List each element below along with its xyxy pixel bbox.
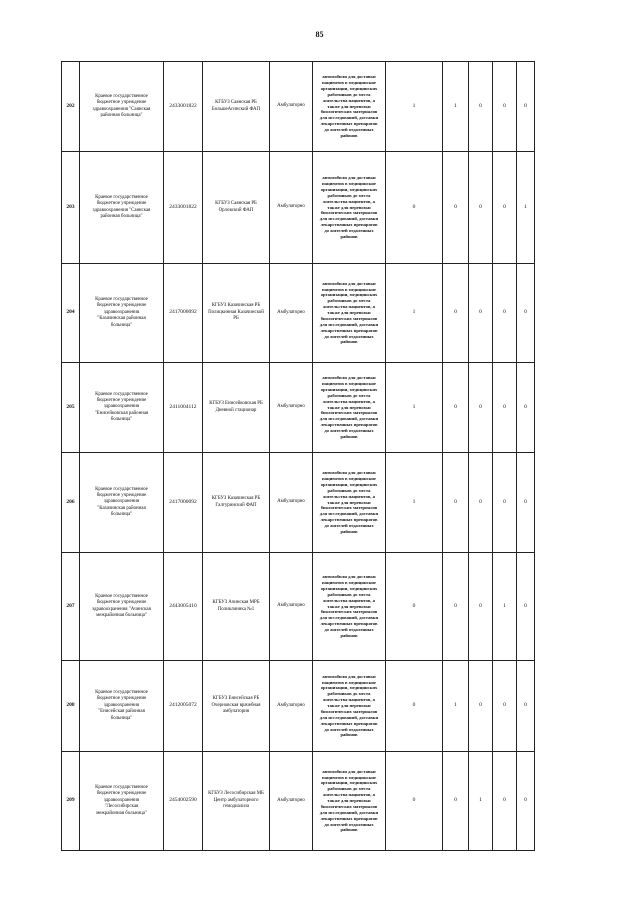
organization-inn-text: 2417000092 xyxy=(169,309,197,316)
care-type xyxy=(270,752,313,851)
care-type-text: Амбулаторно xyxy=(277,702,305,708)
count-col-2-text: 0 xyxy=(454,203,457,210)
row-number xyxy=(62,62,80,152)
row-number xyxy=(62,661,80,752)
count-col-1 xyxy=(386,363,443,453)
count-col-5 xyxy=(517,453,535,553)
vehicle-purpose xyxy=(313,453,386,553)
care-type-text: Амбулаторно xyxy=(277,103,305,109)
row-number xyxy=(62,453,80,553)
count-col-3-text: 0 xyxy=(479,102,482,109)
count-col-3-text: 0 xyxy=(479,203,482,210)
organization-name-text: Краевое государственное бюджетное учреждение здравоохранения "Ачинская межрайонная больница" xyxy=(92,593,151,618)
vehicle-purpose-text: автомобили для доставки пациентов в медицинские организации, медицинских работников до места жительства пациентов, а также для перевозки биологических материалов для исследований, доставки лекарственных препаратов до жителей отдаленных районов xyxy=(319,74,379,138)
table-row xyxy=(62,62,535,152)
count-col-3 xyxy=(469,661,493,752)
count-col-4 xyxy=(493,62,517,152)
organization-inn xyxy=(164,752,203,851)
facility-unit xyxy=(203,62,270,152)
row-number-text: 207 xyxy=(66,602,75,609)
row-number xyxy=(62,152,80,264)
organization-inn xyxy=(164,661,203,752)
care-type-text: Амбулаторно xyxy=(277,404,305,410)
count-col-1-text: 0 xyxy=(412,702,416,709)
care-type xyxy=(270,661,313,752)
row-number xyxy=(62,752,80,851)
count-col-5-text: 1 xyxy=(524,203,527,210)
organization-name xyxy=(80,752,164,851)
care-type-text: Амбулаторно xyxy=(277,309,305,315)
organization-inn xyxy=(164,363,203,453)
organization-inn xyxy=(164,152,203,264)
count-col-1 xyxy=(386,453,443,553)
count-col-2 xyxy=(443,752,469,851)
count-col-1 xyxy=(386,62,443,152)
organization-inn xyxy=(164,264,203,363)
count-col-1 xyxy=(386,553,443,661)
care-type-text: Амбулаторно xyxy=(277,499,305,505)
row-number-text: 205 xyxy=(66,403,75,410)
organization-inn-text: 2412005072 xyxy=(169,702,197,709)
count-col-3-text: 0 xyxy=(479,309,482,316)
count-col-4-text: 0 xyxy=(503,203,506,210)
row-number xyxy=(62,363,80,453)
organization-inn-text: 2411004112 xyxy=(169,403,197,410)
count-col-2-text: 0 xyxy=(454,797,457,804)
vehicle-purpose-text: автомобили для доставки пациентов в медицинские организации, медицинских работников до места жительства пациентов, а также для перевозки биологических материалов для исследований, доставки лекарственных препаратов до жителей отдаленных районов xyxy=(319,768,379,833)
count-col-4-text: 0 xyxy=(503,702,506,709)
organization-name-text: Краевое государственное бюджетное учреждение здравоохранения "Енисейская районная больница" xyxy=(95,690,148,721)
facility-unit-text: КГБУЗ Казачинская РБ Полицкинная Казачинской РБ xyxy=(208,303,264,322)
table-row xyxy=(62,553,535,661)
count-col-3-text: 0 xyxy=(479,403,482,410)
count-col-2 xyxy=(443,453,469,553)
count-col-4-text: 1 xyxy=(503,602,506,609)
count-col-1-text: 1 xyxy=(412,403,416,410)
count-col-3 xyxy=(469,752,493,851)
vehicle-purpose-text: автомобили для доставки пациентов в медицинские организации, медицинских работников до места жительства пациентов, а также для перевозки биологических материалов для исследований, доставки лекарственных препаратов до жителей отдаленных районов xyxy=(319,280,379,345)
vehicle-purpose-text: автомобили для доставки пациентов в медицинские организации, медицинских работников до места жительства пациентов, а также для перевозки биологических материалов для исследований, доставки лекарственных препаратов до жителей отдаленных районов xyxy=(319,673,379,738)
count-col-5 xyxy=(517,553,535,661)
count-col-1-text: 1 xyxy=(412,498,416,505)
count-col-3 xyxy=(469,62,493,152)
count-col-3 xyxy=(469,363,493,453)
care-type xyxy=(270,363,313,453)
facility-unit-text: КГБУЗ Енисейковская РБ Дневной стационар xyxy=(209,401,263,413)
count-col-1-text: 0 xyxy=(412,602,416,609)
care-type xyxy=(270,152,313,264)
organization-inn-text: 2417000092 xyxy=(169,498,197,505)
count-col-3 xyxy=(469,152,493,264)
facility-unit-text: КГБУЗ Саянская РБ Орловский ФАП xyxy=(215,201,257,213)
count-col-2-text: 0 xyxy=(454,309,457,316)
row-number-text: 203 xyxy=(66,203,75,210)
count-col-1 xyxy=(386,661,443,752)
facility-unit-text: КГБУЗ Саянская РБ БольшеАгинский ФАП xyxy=(211,100,261,112)
count-col-4 xyxy=(493,661,517,752)
facility-unit xyxy=(203,363,270,453)
organization-inn xyxy=(164,453,203,553)
count-col-2 xyxy=(443,264,469,363)
count-col-5-text: 0 xyxy=(524,797,527,804)
count-col-1 xyxy=(386,264,443,363)
care-type xyxy=(270,453,313,553)
organization-name-text: Краевое государственное бюджетное учреждение здравоохранения "Саянская районная больница" xyxy=(92,93,151,118)
count-col-5 xyxy=(517,752,535,851)
table-row xyxy=(62,453,535,553)
count-col-1-text: 0 xyxy=(412,203,416,210)
facility-unit-text: КГБУЗ Казачинская РБ Галтуринский ФАП xyxy=(211,496,261,508)
care-type xyxy=(270,62,313,152)
count-col-5 xyxy=(517,264,535,363)
row-number-text: 206 xyxy=(66,498,75,505)
facility-unit xyxy=(203,264,270,363)
count-col-4-text: 0 xyxy=(503,309,506,316)
count-col-5-text: 0 xyxy=(524,403,527,410)
facility-unit-text: КГБУЗ Енисейская РБ Очерновская врачебная амбулатория xyxy=(211,696,261,715)
organization-name xyxy=(80,453,164,553)
count-col-4-text: 0 xyxy=(503,797,506,804)
table-row xyxy=(62,152,535,264)
organization-name-text: Краевое государственное бюджетное учреждение здравоохранения "Саянская районная больница" xyxy=(92,194,151,219)
row-number-text: 209 xyxy=(66,797,75,804)
count-col-2-text: 1 xyxy=(454,102,457,109)
vehicle-purpose xyxy=(313,152,386,264)
vehicle-purpose xyxy=(313,553,386,661)
care-type-text: Амбулаторно xyxy=(277,204,305,210)
count-col-5 xyxy=(517,62,535,152)
care-type xyxy=(270,553,313,661)
count-col-5-text: 0 xyxy=(524,102,527,109)
count-col-3 xyxy=(469,453,493,553)
organization-name xyxy=(80,661,164,752)
facility-unit xyxy=(203,553,270,661)
care-type-text: Амбулаторно xyxy=(277,797,305,803)
row-number-text: 208 xyxy=(66,702,75,709)
count-col-2 xyxy=(443,152,469,264)
count-col-1 xyxy=(386,152,443,264)
count-col-4-text: 0 xyxy=(503,498,506,505)
vehicle-purpose xyxy=(313,661,386,752)
vehicle-purpose xyxy=(313,363,386,453)
facility-unit xyxy=(203,661,270,752)
table-row xyxy=(62,363,535,453)
organization-name-text: Краевое государственное бюджетное учреждение здравоохранения "Казачинская районная больница" xyxy=(95,297,148,328)
organization-name xyxy=(80,152,164,264)
count-col-4 xyxy=(493,363,517,453)
count-col-4 xyxy=(493,152,517,264)
vehicle-purpose xyxy=(313,62,386,152)
vehicle-purpose-text: автомобили для доставки пациентов в медицинские организации, медицинских работников до места жительства пациентов, а также для перевозки биологических материалов для исследований, доставки лекарственных препаратов до жителей отдаленных районов xyxy=(319,375,379,439)
organization-inn-text: 2433001822 xyxy=(169,203,197,210)
count-col-1-text: 1 xyxy=(412,102,416,109)
organization-inn-text: 2454002590 xyxy=(169,797,197,804)
count-col-2-text: 0 xyxy=(454,602,457,609)
count-col-5-text: 0 xyxy=(524,309,527,316)
facility-unit xyxy=(203,152,270,264)
count-col-4 xyxy=(493,264,517,363)
count-col-5 xyxy=(517,363,535,453)
count-col-4 xyxy=(493,553,517,661)
table-row xyxy=(62,264,535,363)
count-col-2-text: 0 xyxy=(454,498,457,505)
care-type-text: Амбулаторно xyxy=(277,603,305,609)
count-col-2 xyxy=(443,553,469,661)
count-col-5-text: 0 xyxy=(524,498,527,505)
count-col-5 xyxy=(517,152,535,264)
count-col-2 xyxy=(443,363,469,453)
count-col-4-text: 0 xyxy=(503,102,506,109)
organization-inn-text: 2433001822 xyxy=(169,102,197,109)
count-col-4-text: 0 xyxy=(503,403,506,410)
organization-name-text: Краевое государственное бюджетное учреждение здравоохранения "Енисейковская районная больница" xyxy=(94,391,149,423)
organization-name xyxy=(80,264,164,363)
count-col-3 xyxy=(469,264,493,363)
count-col-4 xyxy=(493,453,517,553)
organization-inn xyxy=(164,553,203,661)
count-col-4 xyxy=(493,752,517,851)
organization-inn xyxy=(164,62,203,152)
vehicle-purpose xyxy=(313,264,386,363)
count-col-2-text: 1 xyxy=(454,702,457,709)
row-number xyxy=(62,264,80,363)
organization-name xyxy=(80,363,164,453)
vehicle-purpose-text: автомобили для доставки пациентов в медицинские организации, медицинских работников до места жительства пациентов, а также для перевозки биологических материалов для исследований, доставки лекарственных препаратов до жителей отдаленных районов xyxy=(319,470,379,534)
organization-name xyxy=(80,553,164,661)
page-number: 85 xyxy=(315,30,324,39)
facility-unit-text: КГБУЗ Ачинская МРБ Поликлиника №1 xyxy=(212,600,260,612)
organization-name xyxy=(80,62,164,152)
count-col-3-text: 0 xyxy=(479,702,482,709)
count-col-3 xyxy=(469,553,493,661)
count-col-1-text: 1 xyxy=(412,309,416,316)
row-number-text: 202 xyxy=(66,102,75,109)
count-col-2-text: 0 xyxy=(454,403,457,410)
count-col-5-text: 0 xyxy=(524,702,527,709)
organization-name-text: Краевое государственное бюджетное учреждение здравоохранения "Лесосибирская межрайонная больница" xyxy=(95,785,148,816)
facility-unit xyxy=(203,752,270,851)
facility-unit xyxy=(203,453,270,553)
count-col-1 xyxy=(386,752,443,851)
count-col-3-text: 0 xyxy=(479,498,482,505)
row-number xyxy=(62,553,80,661)
count-col-2 xyxy=(443,62,469,152)
table-row xyxy=(62,661,535,752)
count-col-3-text: 1 xyxy=(479,797,482,804)
facility-vehicle-table xyxy=(61,61,535,851)
table-row xyxy=(62,752,535,851)
organization-inn-text: 2443005410 xyxy=(169,602,197,609)
organization-name-text: Краевое государственное бюджетное учреждение здравоохранения "Казачинская районная больница" xyxy=(95,486,148,518)
care-type xyxy=(270,264,313,363)
count-col-1-text: 0 xyxy=(412,797,416,804)
count-col-5-text: 0 xyxy=(524,602,527,609)
count-col-5 xyxy=(517,661,535,752)
count-col-3-text: 0 xyxy=(479,602,482,609)
count-col-2 xyxy=(443,661,469,752)
vehicle-purpose-text: автомобили для доставки пациентов в медицинские организации, медицинских работников до места жительства пациентов, а также для перевозки биологических материалов для исследований, доставки лекарственных препаратов до жителей отдаленных районов xyxy=(319,574,379,638)
vehicle-purpose xyxy=(313,752,386,851)
row-number-text: 204 xyxy=(66,309,75,316)
vehicle-purpose-text: автомобили для доставки пациентов в медицинские организации, медицинских работников до места жительства пациентов, а также для перевозки биологических материалов для исследований, доставки лекарственных препаратов до жителей отдаленных районов xyxy=(319,175,379,239)
facility-unit-text: КГБУЗ Лесосибирская МБ Центр амбулаторного гемодиализа xyxy=(208,791,264,810)
